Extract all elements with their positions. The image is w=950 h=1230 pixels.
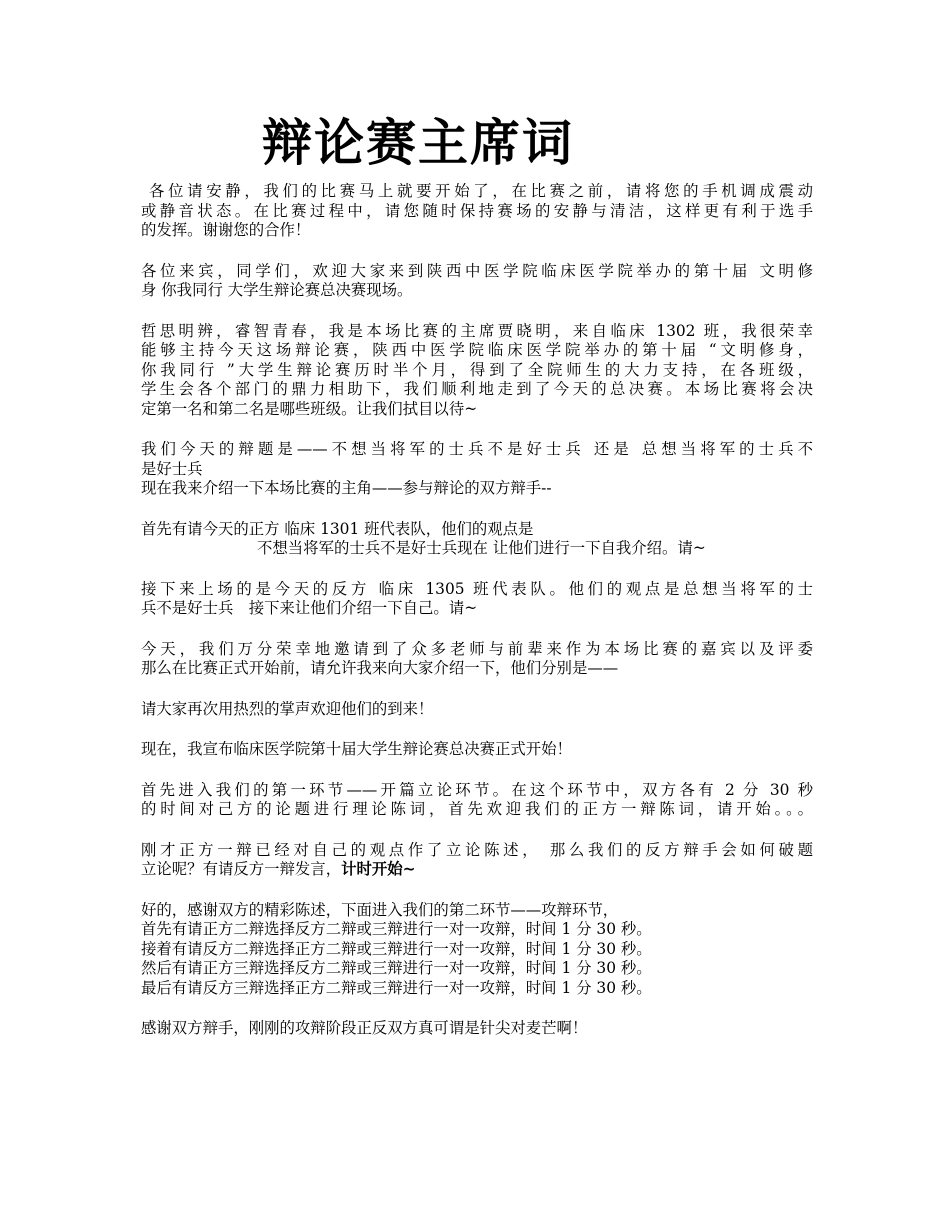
text-line: 今天，我们万分荣幸地邀请到了众多老师与前辈来作为本场比赛的嘉宾以及评委 <box>141 639 813 658</box>
text-line: 各位请安静，我们的比赛马上就要开始了，在比赛之前，请将您的手机调成震动 <box>149 182 813 200</box>
paragraph-round-one <box>141 781 813 820</box>
paragraph-opening-notice <box>141 182 813 241</box>
paragraph-start-announcement <box>141 740 813 760</box>
document-title: 辩论赛主席词 <box>262 114 574 172</box>
text-line: 接下来上场的是今天的反方 临床 1305 班代表队。他们的观点是总想当将军的士 <box>141 579 813 598</box>
text-line: 兵不是好士兵 接下来让他们介绍一下自己。请~ <box>141 599 478 617</box>
text-line: 学生会各个部门的鼎力相助下，我们顺利地走到了今天的总决赛。本场比赛将会决 <box>141 380 813 398</box>
paragraph-welcome <box>141 262 813 301</box>
paragraph-thanks <box>141 1019 813 1039</box>
text-line: 首先有请今天的正方 临床 1301 班代表队，他们的观点是 <box>141 519 534 538</box>
text-line: 刚才正方一辩已经对自己的观点作了立论陈述， 那么我们的反方辩手会如何破题 <box>141 840 813 859</box>
timer-start-text: 计时开始~ <box>341 860 416 878</box>
text-line: 你我同行 ”大学生辩论赛历时半个月，得到了全院师生的大力支持，在各班级， <box>141 360 813 379</box>
text-line: 现在，我宣布临床医学院第十届大学生辩论赛总决赛正式开始！ <box>141 740 572 758</box>
text-line: 然后有请正方三辩选择反方二辩或三辩进行一对一攻辩，时间 1 分 30 秒。 <box>141 959 652 977</box>
text-line: 身 你我同行 大学生辩论赛总决赛现场。 <box>141 281 413 299</box>
document-page <box>141 112 813 1060</box>
text-line: 好的，感谢双方的精彩陈述，下面进入我们的第二环节——攻辩环节， <box>141 900 619 919</box>
text-segment: 立论呢？有请反方一辩发言， <box>141 860 342 878</box>
paragraph-judges <box>141 640 813 679</box>
text-line: 能够主持今天这场辩论赛，陕西中医学院临床医学院举办的第十届 “文明修身， <box>141 341 813 359</box>
text-line: 首先进入我们的第一环节——开篇立论环节。在这个环节中，双方各有 2 分 30 秒 <box>141 780 813 799</box>
text-line: 请大家再次用热烈的掌声欢迎他们的到来！ <box>141 699 434 718</box>
text-line: 感谢双方辩手，刚刚的攻辩阶段正反双方真可谓是针尖对麦芒啊！ <box>141 1019 588 1037</box>
paragraph-negative-team <box>141 580 813 619</box>
text-line: 或静音状态。在比赛过程中，请您随时保持赛场的安静与清洁，这样更有利于选手 <box>141 201 813 220</box>
text-line: 定第一名和第二名是哪些班级。让我们拭目以待~ <box>141 399 478 418</box>
text-line: 我们今天的辩题是——不想当将军的士兵不是好士兵 还是 总想当将军的士兵不 <box>141 440 813 458</box>
text-line: 那么在比赛正式开始前，请允许我来向大家介绍一下，他们分别是—— <box>141 659 619 677</box>
paragraph-topic <box>141 440 813 499</box>
text-line: 接着有请反方二辩选择正方二辩或三辩进行一对一攻辩，时间 1 分 30 秒。 <box>141 939 652 958</box>
text-line: 哲思明辨，睿智青春，我是本场比赛的主席贾晓明，来自临床 1302 班，我很荣幸 <box>141 321 813 340</box>
text-line <box>141 860 813 880</box>
text-line: 的发挥。谢谢您的合作！ <box>141 221 311 239</box>
text-line: 不想当将军的士兵不是好士兵现在 让他们进行一下自我介绍。请~ <box>257 539 706 557</box>
text-line: 现在我来介绍一下本场比赛的主角——参与辩论的双方辩手-- <box>141 479 552 497</box>
paragraph-round-two <box>141 901 813 999</box>
paragraph-affirmative-team <box>141 520 813 559</box>
paragraph-negative-first <box>141 841 813 880</box>
text-line: 的时间对己方的论题进行理论陈词，首先欢迎我们的正方一辩陈词，请开始。。。 <box>141 800 813 818</box>
paragraph-host-intro <box>141 322 813 420</box>
text-line: 最后有请反方三辩选择正方二辩或三辩进行一对一攻辩，时间 1 分 30 秒。 <box>141 978 652 997</box>
paragraph-applause <box>141 700 813 720</box>
text-line: 各位来宾，同学们，欢迎大家来到陕西中医学院临床医学院举办的第十届 文明修 <box>141 261 813 280</box>
text-line: 首先有请正方二辩选择反方二辩或三辩进行一对一攻辩，时间 1 分 30 秒。 <box>141 920 652 938</box>
text-line: 是好士兵 <box>141 459 203 478</box>
